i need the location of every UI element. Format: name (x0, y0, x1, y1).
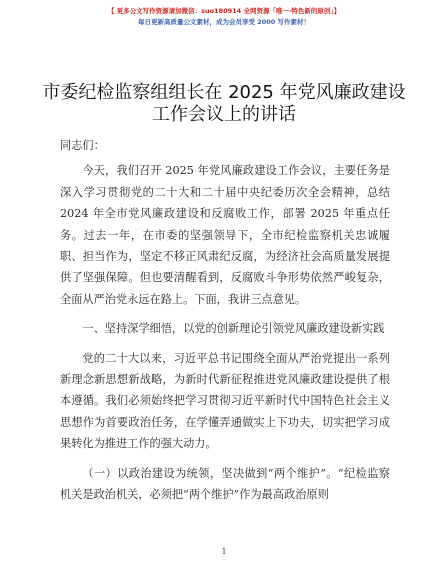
salutation: 同志们： (60, 139, 105, 152)
document-title: 市委纪检监察组组长在 2025 年党风廉政建设工作会议上的讲话 (42, 82, 406, 125)
promo-banner-line-1: 【 更多公文写作资源请加微信：suo180914 全网资源「唯一·特色新的原创」】 (107, 7, 341, 15)
section-heading-1: 一、坚持深学细悟，以党的创新理论引领党风廉政建设新实践 (82, 322, 385, 336)
document-body (60, 135, 390, 506)
subsection-heading-1: （一）以政治建设为统领，坚决做到“两个维护”。“纪检监察机关是政治机关，必须把“两个维护”作为最高政治原则 (60, 466, 390, 502)
paragraph-section-1: 党的二十大以来，习近平总书记围绕全面从严治党提出一系列新理念新思想新战略，为新时代新征程推进党风廉政建设提供了根本遵循。我们必须始终把学习贯彻习近平新时代中国特色社会主义思想作为首要政治任务，在学懂弄通做实上下功夫，切实把学习成果转化为推进工作的强大动力。 (60, 351, 390, 451)
promo-banner-line-2: 每日更新高质量公文素材，成为会员享受 2000 写作素材！ (137, 18, 311, 26)
page-number: 1 (221, 547, 227, 556)
paragraph-intro: 今天，我们召开 2025 年党风廉政建设工作会议，主要任务是深入学习贯彻党的二十大和二十届中央纪委历次全会精神，总结 2024 年全市党风廉政建设和反腐败工作，部署 2025 年重点任务。过去一年，在市委的坚强领导下，全市纪检监察机关忠诚履职、担当作为，坚定不移正风肃纪反腐，为经济社会高质量发展提供了坚强保障。但也要清醒看到，反腐败斗争形势依然严峻复杂，全面从严治党永远在路上。下面，我讲三点意见。 (60, 164, 390, 306)
